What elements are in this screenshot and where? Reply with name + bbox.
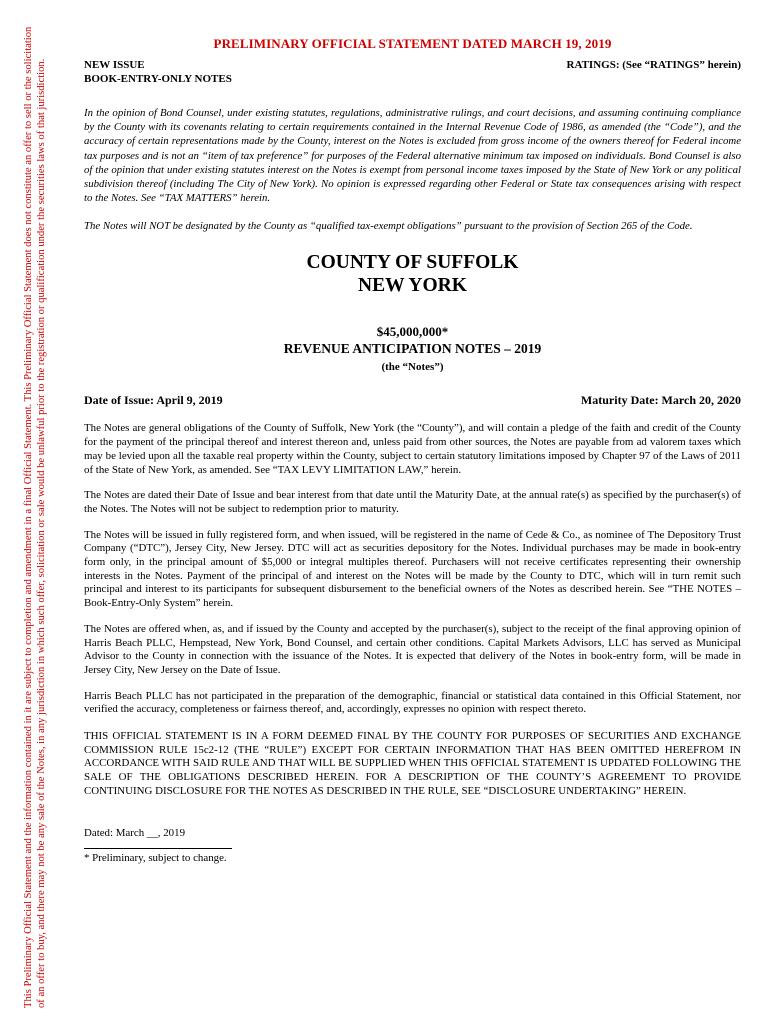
date-of-issue: Date of Issue: April 9, 2019: [84, 393, 223, 408]
bond-counsel-opinion: In the opinion of Bond Counsel, under existing statutes, regulations, administrative rulings, and court decisions, and assuming continuing compliance by the County with its covenants relating to certain requirements contained in the Internal Revenue Code of 1986, as amended (the “Code”), and the accuracy of certain representations made by the County, interest on the Notes is excluded from gross income of the owners thereof for Federal income tax purposes and is not an “item of tax preference” for purposes of the Federal alternative minimum tax imposed on individuals. Bond Counsel is also of the opinion that under existing statutes interest on the Notes is exempt from personal income taxes imposed by the State of New York or any political subdivision thereof (including The City of New York). No opinion is expressed regarding other Federal or State tax consequences arising with respect to the Notes. See “TAX MATTERS” herein.: [84, 107, 741, 205]
footnote-divider: [84, 848, 232, 849]
new-issue-label: NEW ISSUE: [84, 59, 145, 71]
paragraph-offering: The Notes are offered when, as, and if issued by the County and accepted by the purchaser(s), subject to the receipt of the final approving opinion of Harris Beach PLLC, Hempstead, New York, Bond Counsel, and certain other conditions. Capital Markets Advisors, LLC has served as Municipal Advisor to the County in connection with the issuance of the Notes. It is expected that delivery of the Notes in book-entry form, will be made in Jersey City, New Jersey on the Date of Issue.: [84, 622, 741, 676]
issuer-name: [84, 251, 741, 297]
ratings-label: RATINGS: (See “RATINGS” herein): [566, 59, 741, 71]
maturity-date: Maturity Date: March 20, 2020: [580, 393, 741, 408]
offering-title: REVENUE ANTICIPATION NOTES – 2019: [283, 341, 542, 357]
paragraph-bond-counsel-disclaimer: Harris Beach PLLC has not participated in the preparation of the demographic, financial or statistical data contained in this Official Statement, nor verified the accuracy, completeness or fairness thereof, and, accordingly, expresses no opinion with respect thereto.: [84, 689, 741, 716]
tax-exempt-designation: The Notes will NOT be designated by the County as “qualified tax-exempt obligations” pursuant to the provision of Section 265 of the Code.: [84, 220, 693, 233]
document-body: [84, 36, 741, 865]
paragraph-obligations: The Notes are general obligations of the County of Suffolk, New York (the “County”), and will contain a pledge of the faith and credit of the County for the payment of the principal thereof and interest thereon and, unless paid from other sources, the Notes are payable from ad valorem taxes which may be levied upon all the taxable real property within the County, subject to certain statutory limitations imposed by Chapter 97 of the Laws of 2011 of the State of New York, as amended. See “TAX LEVY LIMITATION LAW,” herein.: [84, 422, 741, 476]
offering-subtitle: (the “Notes”): [381, 361, 444, 374]
paragraph-interest: The Notes are dated their Date of Issue and bear interest from that date until the Maturity Date, at the annual rate(s) as specified by the purchaser(s) of the Notes. The Notes will not be subject to redemption prior to maturity.: [84, 489, 741, 515]
paragraph-registration: The Notes will be issued in fully registered form, and when issued, will be registered in the name of Cede & Co., as nominee of The Depository Trust Company (“DTC”), Jersey City, New Jersey. DTC will act as securities depository for the Notes. Individual purchases may be made in book-entry form only, in the principal amount of $5,000 or integral multiples thereof. Purchasers will not receive certificates representing their ownership interests in the Notes. Payment of the principal of and interest on the Notes will be made by the County to DTC, which will in turn remit such principal and interest to its participants for subsequent disbursement to the beneficial owners of the Notes as described herein. See “THE NOTES – Book-Entry-Only System” herein.: [84, 528, 741, 610]
issue-header-row: [84, 58, 741, 86]
dated-line: Dated: March __, 2019: [84, 826, 186, 839]
issuer-line-2: NEW YORK: [358, 275, 467, 297]
margin-disclaimer: This Preliminary Official Statement and the information contained in it are subject to completion and amendment in a final Official Statement. This Preliminary Official Statement does not constitute an offer to sell or the solicitation of an offer to buy, and there may not be any sale of the Notes, in any jurisdiction in which such offer, solicitation or sale would be unlawful prior to the registration or qualification under the securities laws of that jurisdiction.: [23, 26, 48, 1008]
preliminary-title: PRELIMINARY OFFICIAL STATEMENT DATED MARCH 19, 2019: [213, 36, 612, 51]
offering-amount: $45,000,000*: [376, 324, 449, 340]
issuer-line-1: COUNTY OF SUFFOLK: [306, 252, 519, 274]
dates-row: [84, 393, 741, 408]
issue-type-block: [84, 58, 232, 86]
paragraph-rule-notice: THIS OFFICIAL STATEMENT IS IN A FORM DEEMED FINAL BY THE COUNTY FOR PURPOSES OF SECURITIES AND EXCHANGE COMMISSION RULE 15c2-12 (THE “RULE”) EXCEPT FOR CERTAIN INFORMATION THAT HAS BEEN OMITTED HEREFROM IN ACCORDANCE WITH SAID RULE AND THAT WILL BE SUPPLIED WHEN THIS OFFICIAL STATEMENT IS UPDATED FOLLOWING THE SALE OF THE OBLIGATIONS DESCRIBED HEREIN. FOR A DESCRIPTION OF THE COUNTY’S AGREEMENT TO PROVIDE CONTINUING DISCLOSURE FOR THE NOTES AS DESCRIBED IN THE RULE, SEE “DISCLOSURE UNDERTAKING” HEREIN.: [84, 730, 741, 797]
footnote: * Preliminary, subject to change.: [84, 851, 227, 864]
book-entry-label: BOOK-ENTRY-ONLY NOTES: [84, 73, 232, 85]
